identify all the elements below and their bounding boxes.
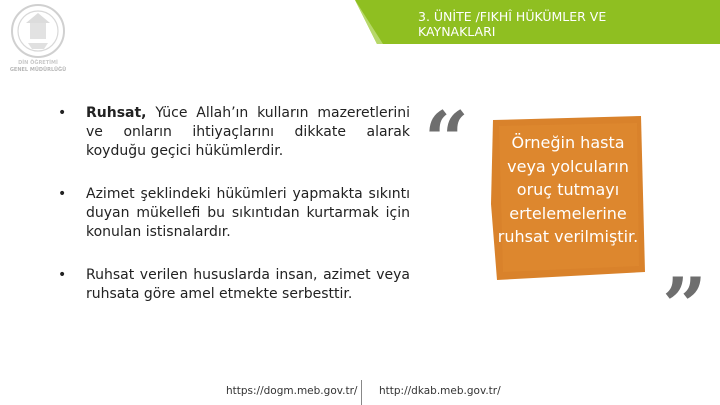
footer-divider xyxy=(361,380,362,405)
bullet-marker: • xyxy=(58,186,67,202)
open-quote-icon: “ xyxy=(424,95,469,186)
bullet-marker: • xyxy=(58,267,67,283)
bullet-marker: • xyxy=(58,105,67,121)
close-quote-icon: ” xyxy=(662,261,707,352)
list-item-text: Ruhsat verilen hususlarda insan, azimet veya ruhsata göre amel etmekte serbesttir. xyxy=(86,267,410,302)
definition-list xyxy=(58,104,410,328)
list-item xyxy=(58,185,410,242)
logo-org-line2: GENEL MÜDÜRLÜĞÜ xyxy=(9,67,67,73)
list-item-text: Azimet şeklindeki hükümleri yapmakta sıkıntı duyan mükellefi bu sıkıntıdan kurtarmak için konulan istisnalardır. xyxy=(86,186,410,240)
example-card-text: Örneğin hasta veya yolcuların oruç tutmayı ertelemelerine ruhsat verilmiştir. xyxy=(497,133,639,246)
footer-link-dkab[interactable]: http://dkab.meb.gov.tr/ xyxy=(379,385,501,397)
footer-link-dogm[interactable]: https://dogm.meb.gov.tr/ xyxy=(226,385,358,397)
list-item xyxy=(58,104,410,161)
list-item-text: Yüce Allah’ın kulların mazeretlerini ve onların ihtiyaçlarını dikkate alarak koyduğu geçici hükümlerdir. xyxy=(86,105,410,159)
ministry-seal-icon xyxy=(6,3,70,63)
page-title: 3. ÜNİTE /FIKHÎ HÜKÜMLER VE KAYNAKLARI xyxy=(418,9,607,39)
term-ruhsat: Ruhsat, xyxy=(86,105,147,121)
list-item xyxy=(58,266,410,304)
logo-org-line1: DİN ÖĞRETİMİ xyxy=(18,60,58,66)
logo-caption xyxy=(0,60,76,74)
